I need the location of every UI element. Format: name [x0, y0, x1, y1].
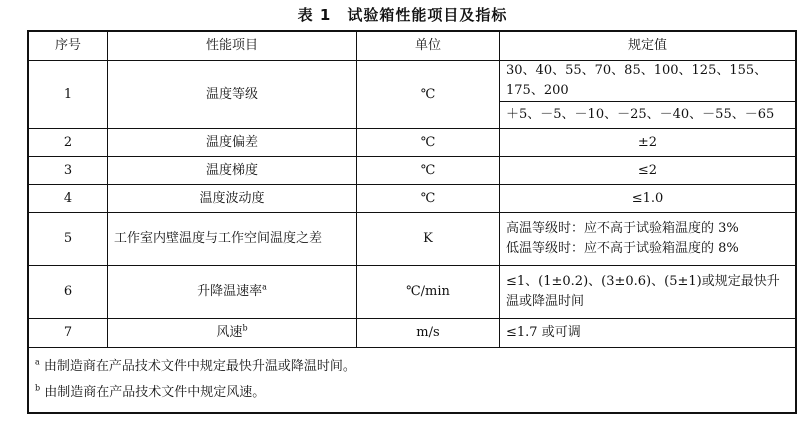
row-item [108, 266, 357, 319]
row-value-line: 高温等级时：应不高于试验箱温度的 3% [506, 221, 739, 236]
header-no: 序号 [28, 31, 108, 61]
footnote-text: 由制造商在产品技术文件中规定最快升温或降温时间。 [43, 359, 356, 374]
header-unit: 单位 [357, 31, 500, 61]
table-row [28, 319, 796, 348]
row-item: 温度波动度 [108, 185, 357, 213]
row-no: 6 [28, 266, 108, 319]
footnote-text: 由制造商在产品技术文件中规定风速。 [44, 385, 266, 400]
row-unit: K [357, 213, 500, 266]
table-row [28, 266, 796, 319]
row-unit: ℃ [357, 185, 500, 213]
table-notes-row [28, 348, 796, 414]
footnote [35, 380, 789, 406]
row-value: ≤1、(1±0.2)、(3±0.6)、(5±1)或规定最快升温或降温时间 [500, 266, 797, 319]
row-item-text: 升降温速率 [197, 284, 263, 299]
row-no: 5 [28, 213, 108, 266]
row-unit: ℃ [357, 61, 500, 129]
table-row [28, 129, 796, 157]
footnote-mark: b [35, 383, 41, 393]
row-value: ≤1.0 [500, 185, 797, 213]
footnote-mark: a [262, 282, 267, 292]
table-title: 表 1 试验箱性能项目及指标 [297, 6, 508, 24]
table-row [28, 157, 796, 185]
row-item [108, 319, 357, 348]
table-row [28, 185, 796, 213]
row-item: 工作室内壁温度与工作空间温度之差 [108, 213, 357, 266]
table-header-row [28, 31, 796, 61]
row-unit: ℃ [357, 129, 500, 157]
row-item-text: 风速 [216, 325, 243, 340]
row-no: 7 [28, 319, 108, 348]
spec-table [27, 30, 797, 414]
table-row [28, 213, 796, 266]
row-unit: ℃ [357, 157, 500, 185]
row-no: 2 [28, 129, 108, 157]
row-unit: ℃/min [357, 266, 500, 319]
row-value [500, 213, 797, 266]
footnote-mark: b [242, 323, 248, 333]
row-item: 温度等级 [108, 61, 357, 129]
row-value: ≤1.7 或可调 [500, 319, 797, 348]
row-no: 3 [28, 157, 108, 185]
footnote [35, 354, 789, 380]
row-value: ±2 [500, 129, 797, 157]
row-item: 温度梯度 [108, 157, 357, 185]
header-value: 规定值 [500, 31, 797, 61]
row-no: 1 [28, 61, 108, 129]
row-value-high: 30、40、55、70、85、100、125、155、175、200 [500, 61, 797, 102]
header-item: 性能项目 [108, 31, 357, 61]
row-value-low: ＋5、－5、－10、－25、－40、－55、－65 [500, 102, 797, 129]
row-no: 4 [28, 185, 108, 213]
row-unit: m/s [357, 319, 500, 348]
row-item: 温度偏差 [108, 129, 357, 157]
table-notes [28, 348, 796, 414]
footnote-mark: a [35, 357, 40, 367]
row-value: ≤2 [500, 157, 797, 185]
table-row [28, 61, 796, 102]
row-value-line: 低温等级时：应不高于试验箱温度的 8% [506, 241, 739, 256]
